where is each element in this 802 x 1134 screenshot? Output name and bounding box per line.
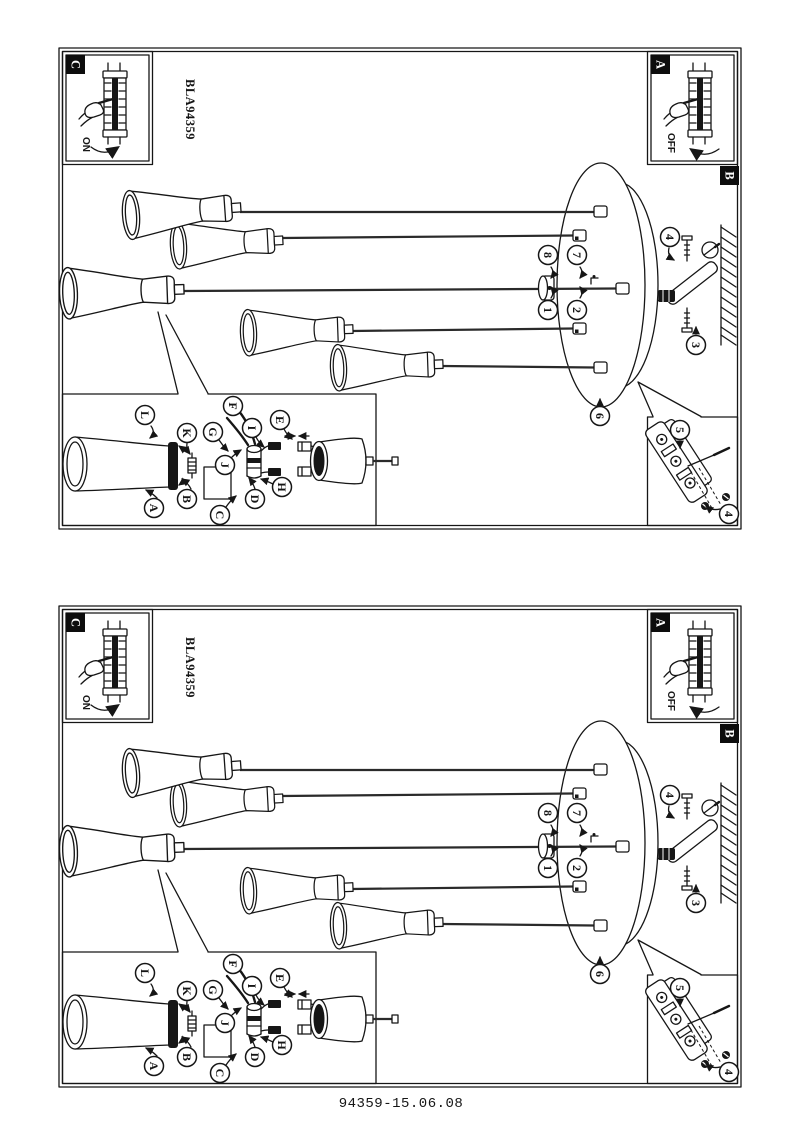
instruction-panel-lower: [58, 605, 742, 1088]
instruction-panel-upper: [58, 47, 742, 530]
document-code: 94359-15.06.08: [338, 1096, 464, 1112]
panel-artwork-instance-lower: [59, 606, 741, 1087]
panel-artwork-instance-upper: [59, 48, 741, 529]
